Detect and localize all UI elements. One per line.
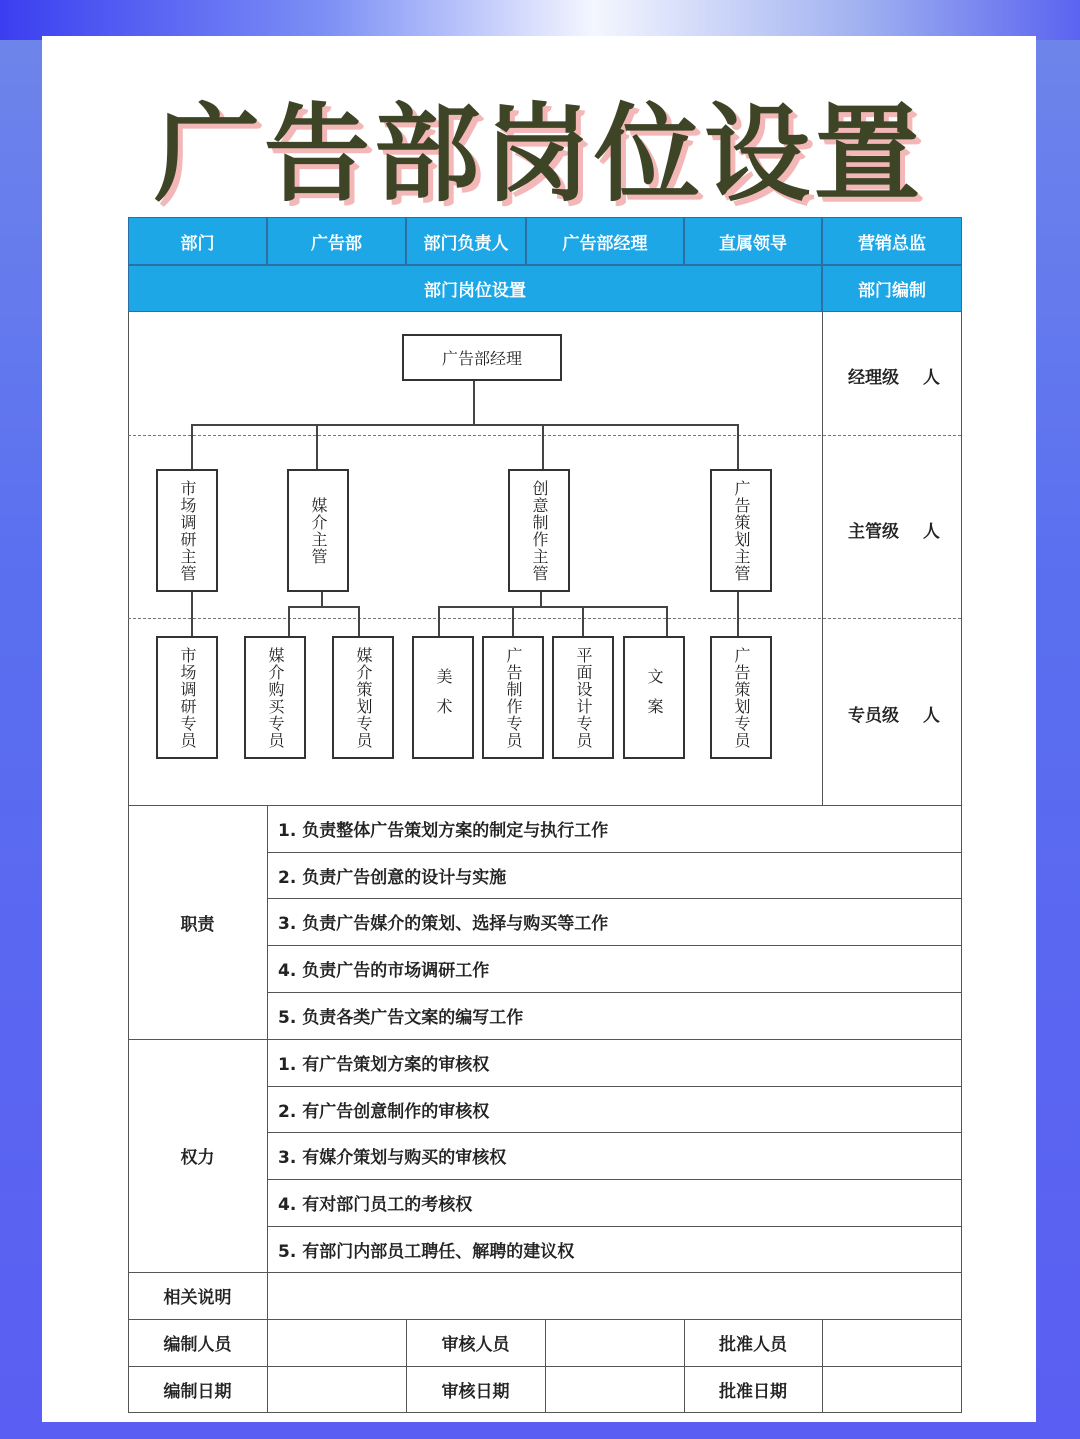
org-manager-label: 广告部经理 bbox=[441, 349, 522, 368]
power-item: 5. 有部门内部员工聘任、解聘的建议权 bbox=[278, 1241, 575, 1262]
power-item: 2. 有广告创意制作的审核权 bbox=[278, 1101, 490, 1122]
level-supervisor-label: 主管级 bbox=[848, 522, 899, 542]
org-specialist-box bbox=[623, 636, 685, 759]
org-supervisor-label: 媒介主管 bbox=[309, 496, 328, 565]
reviewer-label: 审核人员 bbox=[441, 1335, 510, 1355]
org-specialist-label: 市场调研专员 bbox=[178, 646, 197, 749]
duty-item: 4. 负责广告的市场调研工作 bbox=[278, 961, 490, 981]
review-date-label: 审核日期 bbox=[441, 1381, 510, 1402]
head-label: 部门负责人 bbox=[406, 217, 526, 265]
level-unit: 人 bbox=[922, 706, 940, 726]
org-supervisor-box bbox=[287, 469, 349, 592]
connector bbox=[666, 606, 668, 637]
connector bbox=[321, 591, 323, 607]
dept-value: 广告部 bbox=[267, 217, 406, 265]
connector bbox=[473, 380, 475, 424]
connector bbox=[191, 424, 739, 426]
duty-item: 1. 负责整体广告策划方案的制定与执行工作 bbox=[278, 821, 609, 841]
level-manager-label: 经理级 bbox=[848, 368, 899, 388]
dept-label: 部门 bbox=[128, 217, 267, 265]
org-specialist-box bbox=[244, 636, 306, 759]
level-unit: 人 bbox=[922, 368, 940, 388]
connector bbox=[358, 606, 360, 637]
staffing-label: 部门编制 bbox=[822, 265, 962, 312]
org-specialist-label: 媒介策划专员 bbox=[354, 646, 373, 749]
org-specialist-box bbox=[332, 636, 394, 759]
org-specialist-label: 文案 bbox=[645, 667, 664, 728]
connector bbox=[191, 591, 193, 637]
col-line bbox=[545, 1319, 546, 1413]
connector bbox=[737, 424, 739, 470]
org-supervisor-label: 创意制作主管 bbox=[530, 479, 549, 582]
connector bbox=[540, 591, 542, 607]
positions-label: 部门岗位设置 bbox=[128, 265, 822, 312]
top-gradient-band bbox=[0, 0, 1080, 40]
approver-label: 批准人员 bbox=[719, 1335, 787, 1355]
org-specialist-label: 媒介购买专员 bbox=[266, 646, 285, 749]
power-item: 4. 有对部门员工的考核权 bbox=[278, 1195, 473, 1215]
org-supervisor-label: 广告策划主管 bbox=[732, 479, 751, 582]
connector bbox=[288, 606, 290, 637]
head-value: 广告部经理 bbox=[526, 217, 684, 265]
connector bbox=[737, 591, 739, 637]
leader-label: 直属领导 bbox=[684, 217, 822, 265]
org-supervisor-box bbox=[710, 469, 772, 592]
power-item: 1. 有广告策划方案的审核权 bbox=[278, 1055, 490, 1075]
connector bbox=[316, 424, 318, 470]
org-specialist-label: 广告策划专员 bbox=[732, 646, 751, 749]
level-divider-2 bbox=[128, 618, 961, 619]
org-specialist-label: 平面设计专员 bbox=[574, 646, 593, 749]
connector bbox=[542, 424, 544, 470]
org-specialist-label: 美术 bbox=[434, 667, 453, 728]
col-line bbox=[822, 1319, 823, 1413]
compiler-label: 编制人员 bbox=[163, 1335, 232, 1355]
org-specialist-box bbox=[552, 636, 614, 759]
org-supervisor-label: 市场调研主管 bbox=[178, 479, 197, 582]
compile-date-label: 编制日期 bbox=[163, 1381, 232, 1402]
leader-value: 营销总监 bbox=[822, 217, 962, 265]
connector bbox=[288, 606, 360, 608]
duties-label: 职责 bbox=[180, 914, 215, 935]
power-item: 3. 有媒介策划与购买的审核权 bbox=[278, 1148, 507, 1168]
duty-item: 5. 负责各类广告文案的编写工作 bbox=[278, 1008, 524, 1028]
level-specialist-label: 专员级 bbox=[848, 706, 899, 726]
powers-label: 权力 bbox=[180, 1148, 215, 1168]
duty-item: 2. 负责广告创意的设计与实施 bbox=[278, 867, 507, 888]
org-specialist-box bbox=[412, 636, 474, 759]
org-manager-box bbox=[402, 334, 562, 381]
level-specialist bbox=[848, 701, 940, 726]
org-specialist-box bbox=[710, 636, 772, 759]
approve-date-label: 批准日期 bbox=[719, 1381, 787, 1402]
level-unit: 人 bbox=[922, 522, 940, 542]
org-supervisor-box bbox=[508, 469, 570, 592]
org-divider bbox=[822, 312, 823, 805]
org-supervisor-box bbox=[156, 469, 218, 592]
table-border-right bbox=[961, 312, 962, 1413]
org-specialist-label: 广告制作专员 bbox=[504, 646, 523, 749]
connector bbox=[438, 606, 668, 608]
connector bbox=[438, 606, 440, 637]
page-title: 广告部岗位设置 bbox=[154, 93, 924, 216]
notes-label: 相关说明 bbox=[163, 1288, 232, 1308]
connector bbox=[582, 606, 584, 637]
connector bbox=[512, 606, 514, 637]
level-manager bbox=[848, 363, 940, 388]
connector bbox=[191, 424, 193, 470]
level-divider-1 bbox=[128, 435, 961, 436]
org-specialist-box bbox=[482, 636, 544, 759]
level-supervisor bbox=[848, 517, 940, 542]
duty-item: 3. 负责广告媒介的策划、选择与购买等工作 bbox=[278, 914, 609, 934]
org-specialist-box bbox=[156, 636, 218, 759]
